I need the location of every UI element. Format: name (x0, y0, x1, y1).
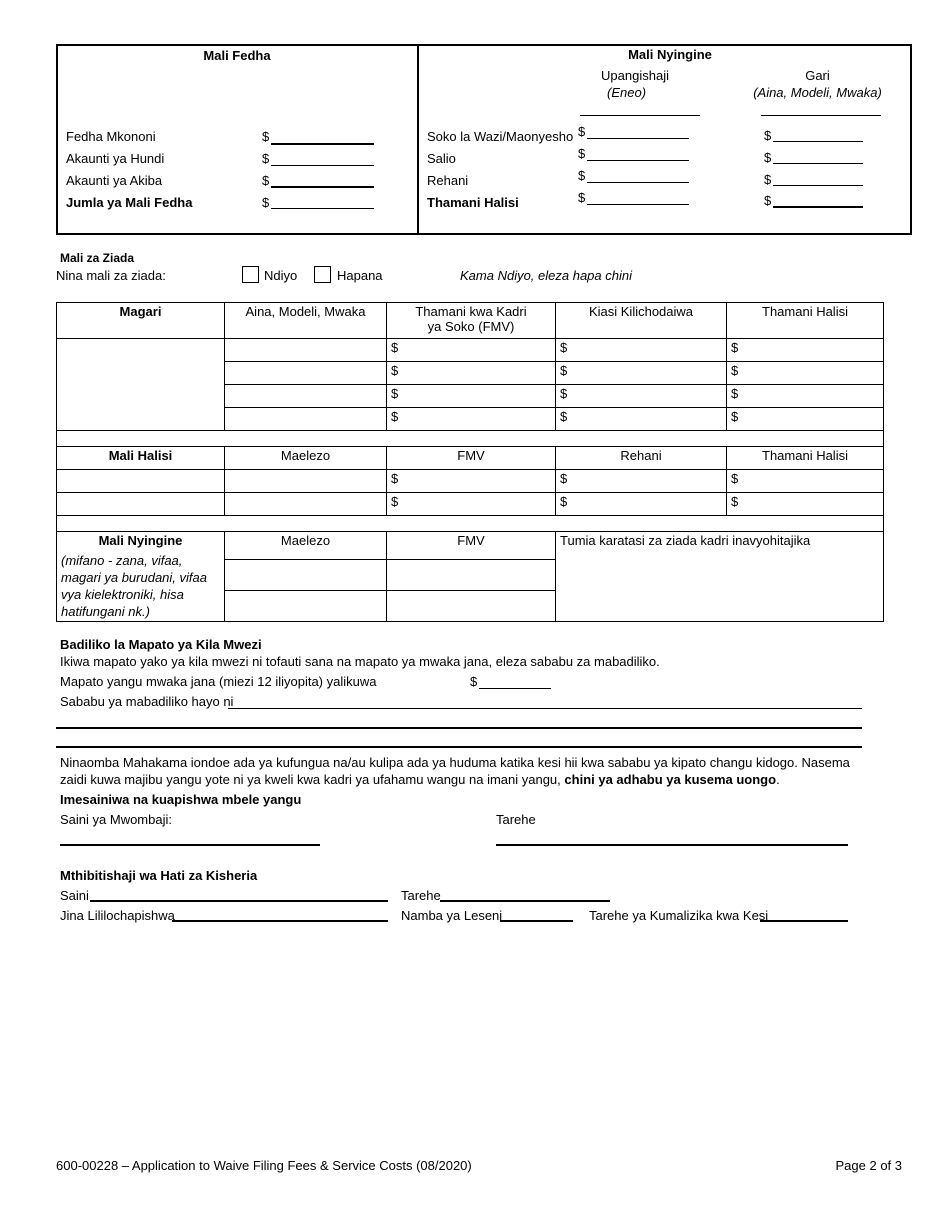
cash-currency-total: $ (262, 195, 270, 210)
real-estate-desc-cell[interactable] (225, 493, 387, 516)
last-year-income-field[interactable] (479, 688, 551, 689)
real-estate-fmv-cell[interactable]: $ (387, 470, 556, 493)
rental-field-balance[interactable] (587, 160, 689, 161)
vehicle-owed-cell[interactable]: $ (556, 385, 727, 408)
income-change-title: Badiliko la Mapato ya Kila Mwezi (60, 637, 262, 652)
rental-field-mortgage[interactable] (587, 182, 689, 183)
real-estate-net-cell[interactable]: $ (727, 470, 884, 493)
other-assets-title: Mali Nyingine (628, 47, 712, 62)
other-c1-balance: $ (578, 146, 586, 161)
other-property-col-desc: Maelezo (225, 532, 387, 560)
real-estate-mortgage-cell[interactable]: $ (556, 493, 727, 516)
other-property-col-fmv: FMV (387, 532, 556, 560)
cash-assets-title: Mali Fedha (203, 48, 271, 63)
yes-label: Ndiyo (264, 268, 298, 283)
last-year-currency: $ (470, 674, 478, 689)
spacer-cell (57, 516, 884, 532)
other-property-desc-cell[interactable] (225, 591, 387, 622)
real-estate-row[interactable] (57, 493, 884, 516)
other-property-fmv-cell[interactable] (387, 591, 556, 622)
other-property-desc-cell[interactable] (225, 560, 387, 591)
vehicle-subheader: (Aina, Modeli, Mwaka) (753, 85, 882, 100)
notary-title: Mthibitishaji wa Hati za Kisheria (60, 868, 258, 883)
real-estate-name-cell[interactable] (57, 493, 225, 516)
reason-label: Sababu ya mabadiliko hayo ni (60, 694, 234, 709)
declaration-main: Ninaomba Mahakama iondoe ada ya kufungua na/au kulipa ada ya huduma katika kesi hii kwa sababu ya kipato changu kidogo. Nasema zaidi kuwa majibu yangu yote ni ya kweli kwa kadri ya ufahamu wangu na imani yangu, (60, 755, 850, 787)
vehicle-row[interactable] (57, 339, 884, 362)
yes-checkbox[interactable] (242, 266, 259, 283)
notary-printed-name-field[interactable] (172, 920, 388, 922)
vehicles-col-net: Thamani Halisi (727, 303, 884, 339)
vehicle-field-balance[interactable] (773, 163, 863, 164)
other-c1-mortgage: $ (578, 168, 586, 183)
other-label-fmv: Soko la Wazi/Maonyesho (427, 129, 574, 144)
other-c1-net: $ (578, 190, 586, 205)
vehicle-field-mortgage[interactable] (773, 185, 863, 186)
cash-label-hand: Fedha Mkononi (66, 129, 156, 144)
footer-page-number: Page 2 of 3 (835, 1158, 902, 1173)
vehicles-label-cell (57, 339, 225, 431)
vehicles-col-fmv (387, 303, 556, 339)
no-checkbox[interactable] (314, 266, 331, 283)
other-property-examples: (mifano - zana, vifaa, magari ya burudani, vifaa vya kielektroniki, hisa hatifungani nk.) (61, 553, 207, 619)
other-c2-balance: $ (764, 150, 772, 165)
real-estate-col-desc: Maelezo (225, 447, 387, 470)
notary-expiry-field[interactable] (760, 920, 848, 922)
cash-label-checking: Akaunti ya Hundi (66, 151, 165, 166)
rental-field-fmv[interactable] (587, 138, 689, 139)
notary-date-field[interactable] (440, 900, 610, 902)
vehicle-fmv-cell[interactable]: $ (387, 385, 556, 408)
assets-divider (417, 44, 419, 233)
other-c2-mortgage: $ (764, 172, 772, 187)
vehicle-field-fmv[interactable] (773, 141, 863, 142)
cash-label-total: Jumla ya Mali Fedha (66, 195, 193, 210)
declaration-text (60, 754, 850, 788)
real-estate-fmv-cell[interactable]: $ (387, 493, 556, 516)
other-property-header-row (57, 532, 884, 560)
real-estate-mortgage-cell[interactable]: $ (556, 470, 727, 493)
other-c2-fmv: $ (764, 128, 772, 143)
applicant-signature-field[interactable] (60, 844, 320, 846)
rental-subheader: (Eneo) (607, 85, 647, 100)
cash-currency-hand: $ (262, 129, 270, 144)
notary-date-label: Tarehe (401, 888, 441, 903)
real-estate-row[interactable] (57, 470, 884, 493)
vehicle-owed-cell[interactable]: $ (556, 362, 727, 385)
rental-header: Upangishaji (601, 68, 669, 83)
vehicle-owed-cell[interactable]: $ (556, 339, 727, 362)
additional-question: Nina mali za ziada: (56, 268, 166, 283)
vehicle-header: Gari (805, 68, 830, 83)
vehicle-type-cell[interactable] (225, 362, 387, 385)
reason-field-line-3[interactable] (56, 746, 862, 748)
vehicle-type-cell[interactable] (225, 408, 387, 431)
spacer-cell (57, 431, 884, 447)
other-property-label-cell (57, 532, 225, 622)
vehicles-col-fmv-text: Thamani kwa Kadri ya Soko (FMV) (415, 304, 527, 334)
vehicle-fmv-cell[interactable]: $ (387, 339, 556, 362)
cash-currency-savings: $ (262, 173, 270, 188)
last-year-income-label: Mapato yangu mwaka jana (miezi 12 iliyopita) yalikuwa (60, 674, 377, 689)
spacer-row (57, 431, 884, 447)
other-c2-net: $ (764, 193, 772, 208)
vehicle-field-net[interactable] (773, 206, 863, 208)
other-property-fmv-cell[interactable] (387, 560, 556, 591)
notary-printed-name-label: Jina Lililochapishwa (60, 908, 175, 923)
no-label: Hapana (337, 268, 383, 283)
other-property-title: Mali Nyingine (98, 533, 183, 548)
vehicles-col-type: Aina, Modeli, Mwaka (225, 303, 387, 339)
real-estate-header-row (57, 447, 884, 470)
cash-currency-checking: $ (262, 151, 270, 166)
income-change-text: Ikiwa mapato yako ya kila mwezi ni tofauti sana na mapato ya mwaka jana, eleza sababu za mabadiliko. (60, 654, 660, 669)
other-label-balance: Salio (427, 151, 456, 166)
other-c1-fmv: $ (578, 124, 586, 139)
footer-form-id: 600-00228 – Application to Waive Filing Fees & Service Costs (08/2020) (56, 1158, 472, 1173)
cash-field-checking[interactable] (271, 165, 374, 166)
notary-signature-field[interactable] (90, 900, 388, 902)
cash-field-hand[interactable] (271, 143, 374, 145)
real-estate-col-net: Thamani Halisi (727, 447, 884, 470)
property-table (56, 302, 884, 622)
applicant-date-field[interactable] (496, 844, 848, 846)
other-property-note: Tumia karatasi za ziada kadri inavyohitajika (556, 532, 884, 622)
real-estate-col-fmv: FMV (387, 447, 556, 470)
rental-header-line (580, 115, 700, 116)
other-label-net: Thamani Halisi (427, 195, 519, 210)
vehicle-fmv-cell[interactable]: $ (387, 362, 556, 385)
vehicle-net-cell[interactable]: $ (727, 339, 884, 362)
vehicle-type-cell[interactable] (225, 339, 387, 362)
reason-field[interactable] (228, 708, 862, 709)
applicant-signature-label: Saini ya Mwombaji: (60, 812, 172, 827)
additional-hint: Kama Ndiyo, eleza hapa chini (460, 268, 632, 283)
real-estate-net-cell[interactable]: $ (727, 493, 884, 516)
vehicle-net-cell[interactable]: $ (727, 362, 884, 385)
notary-license-field[interactable] (500, 920, 573, 922)
vehicle-fmv-cell[interactable]: $ (387, 408, 556, 431)
notary-expiry-label: Tarehe ya Kumalizika kwa Kesi (589, 908, 769, 923)
cash-field-savings[interactable] (271, 186, 374, 188)
cash-label-savings: Akaunti ya Akiba (66, 173, 163, 188)
cash-field-total[interactable] (271, 208, 374, 209)
vehicle-owed-cell[interactable]: $ (556, 408, 727, 431)
other-label-mortgage: Rehani (427, 173, 469, 188)
notary-license-label: Namba ya Leseni (401, 908, 503, 923)
notary-signature-label: Saini (60, 888, 89, 903)
signed-before-me: Imesainiwa na kuapishwa mbele yangu (60, 792, 302, 807)
vehicle-type-cell[interactable] (225, 385, 387, 408)
vehicles-header-row (57, 303, 884, 339)
real-estate-col-mortgage: Rehani (556, 447, 727, 470)
vehicles-col-owed: Kiasi Kilichodaiwa (556, 303, 727, 339)
real-estate-name-cell[interactable] (57, 470, 225, 493)
vehicle-header-line (761, 115, 881, 116)
vehicle-net-cell[interactable]: $ (727, 408, 884, 431)
additional-title: Mali za Ziada (60, 251, 135, 265)
declaration-perjury: chini ya adhabu ya kusema uongo (564, 772, 777, 787)
reason-field-line-2[interactable] (56, 727, 862, 729)
real-estate-header: Mali Halisi (57, 447, 225, 470)
spacer-row (57, 516, 884, 532)
applicant-date-label: Tarehe (496, 812, 536, 827)
vehicles-header: Magari (57, 303, 225, 339)
real-estate-desc-cell[interactable] (225, 470, 387, 493)
vehicle-net-cell[interactable]: $ (727, 385, 884, 408)
rental-field-net[interactable] (587, 204, 689, 205)
declaration-end: . (776, 772, 780, 787)
